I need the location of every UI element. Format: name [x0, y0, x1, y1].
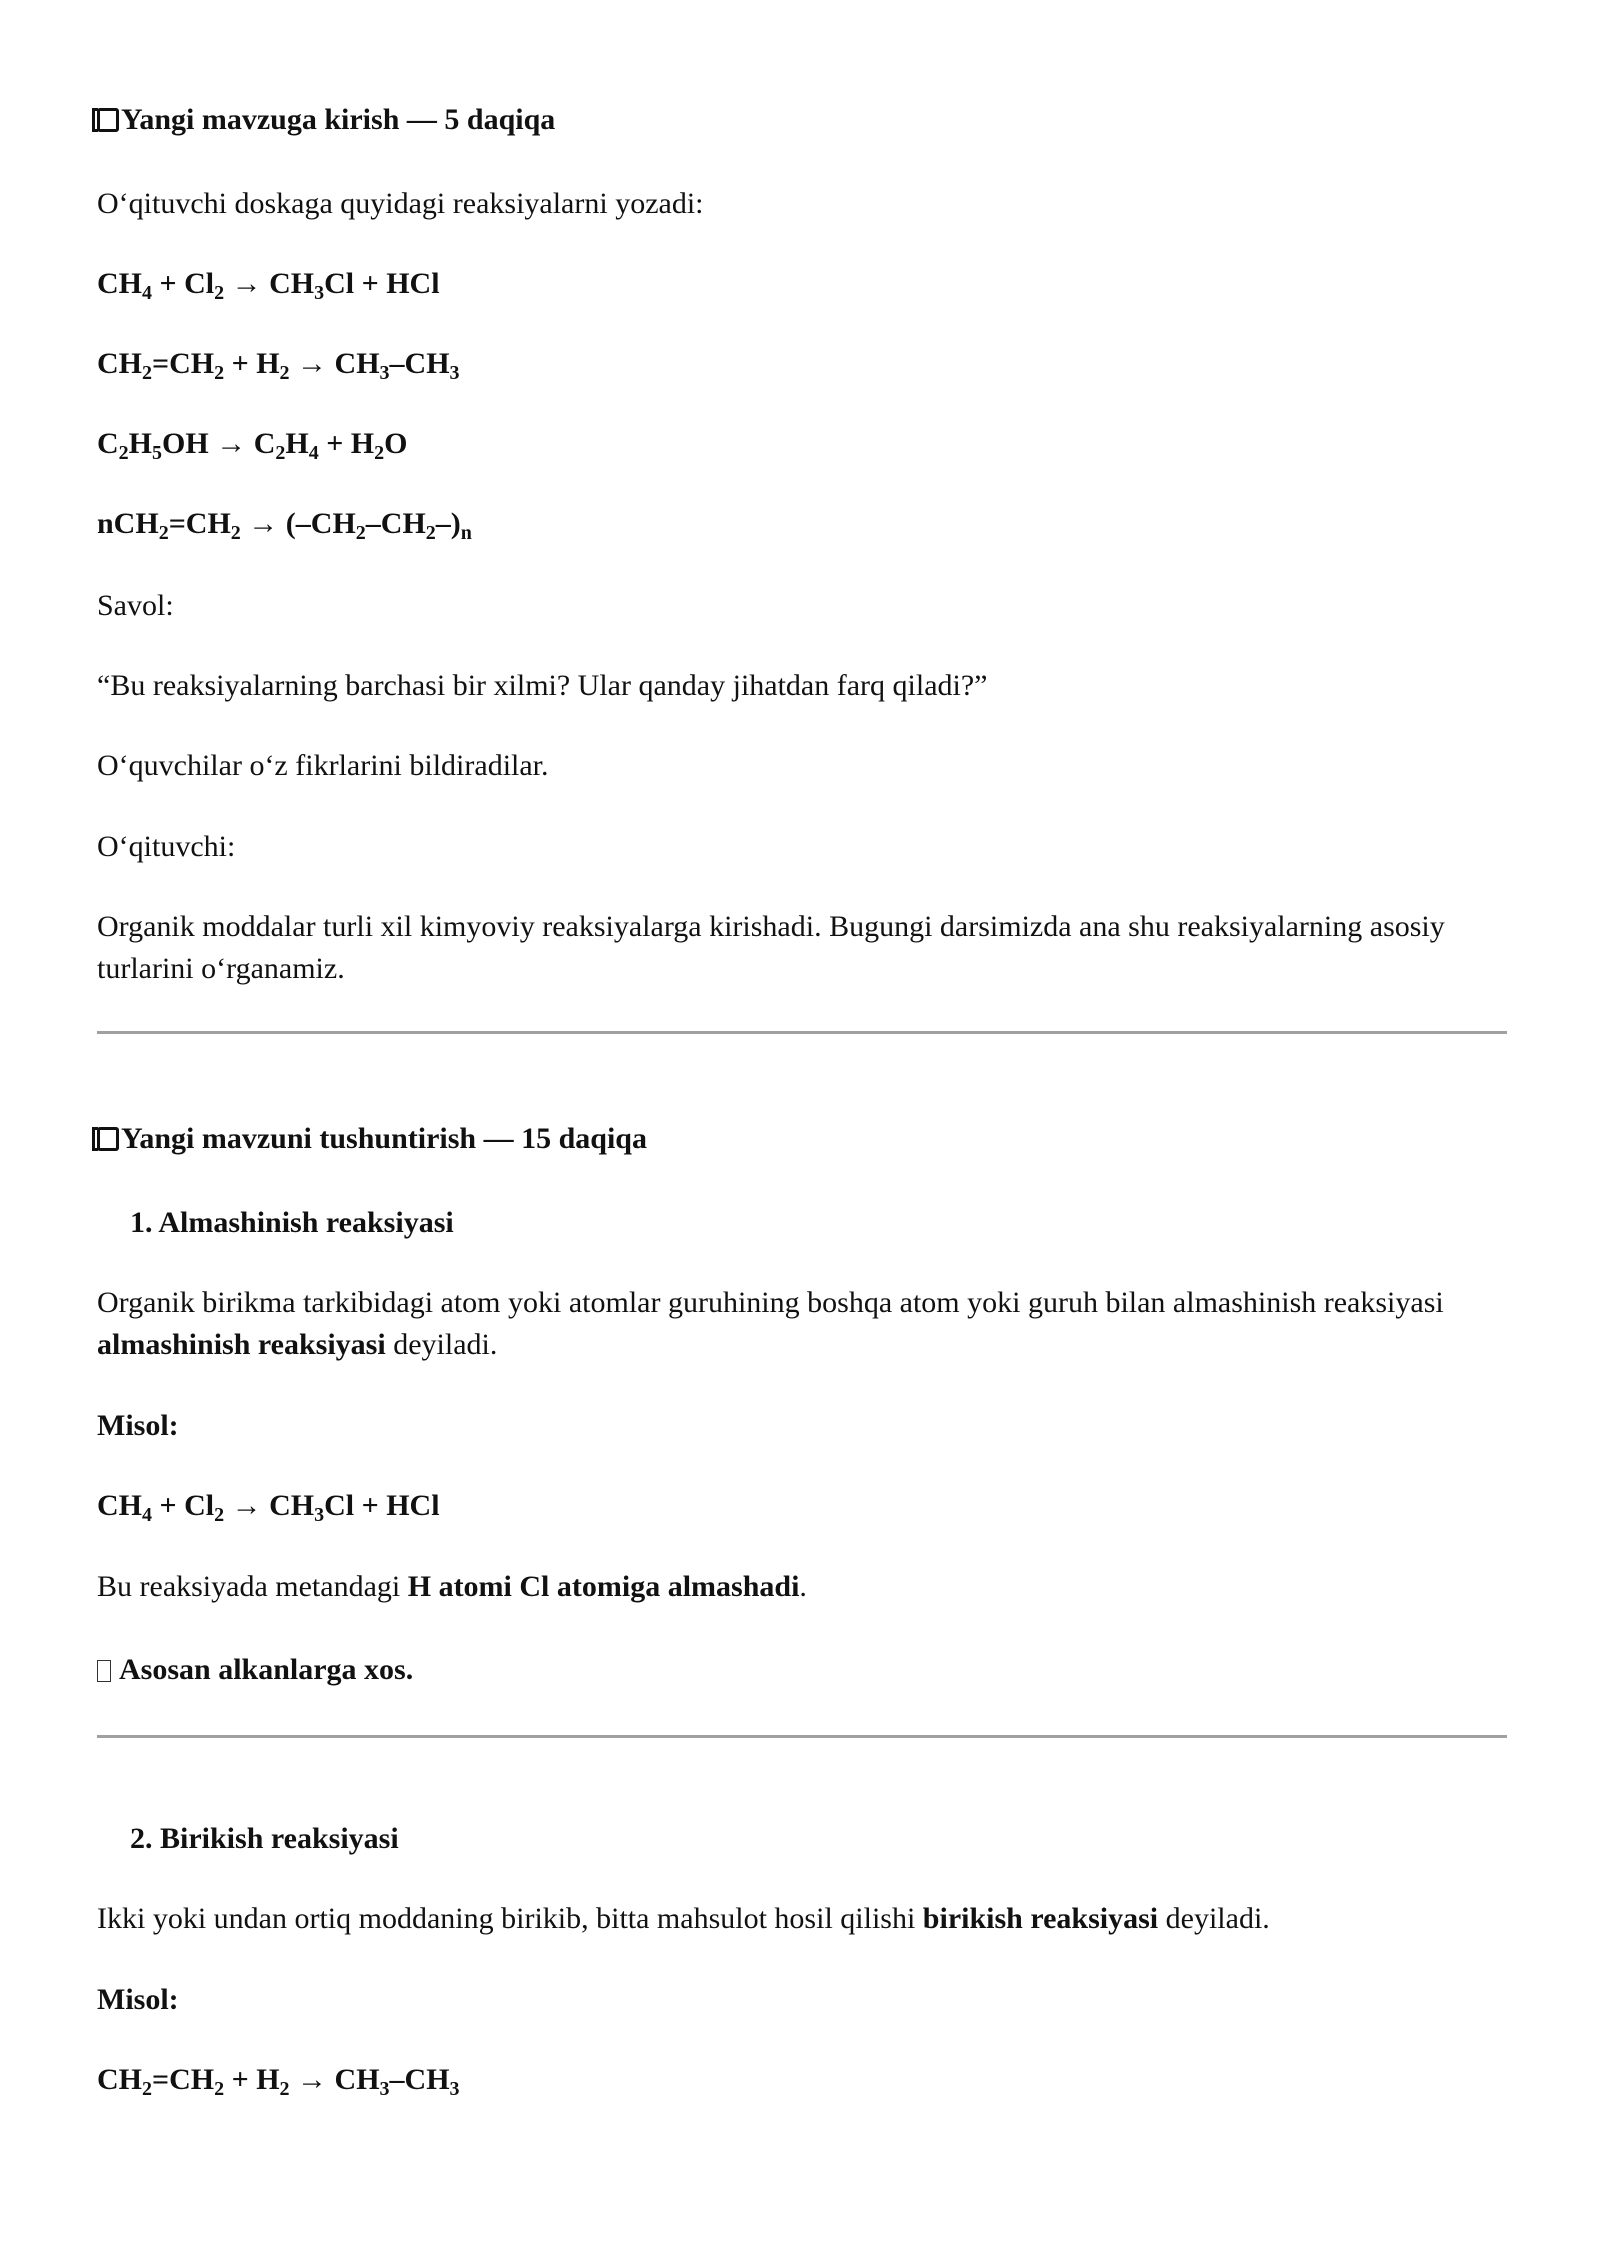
reaction-substitution: $CH_4 + Cl_2 \to CH_3Cl$ + HCl	[97, 267, 440, 304]
document-icon	[97, 1127, 119, 1151]
document-icon	[97, 108, 119, 132]
birikish-example: $CH_2=CH_2 + H_2 \to CH_3-CH_3$	[97, 2063, 460, 2100]
savol-label: Savol:	[97, 589, 174, 622]
birikish-heading: 2. Birikish reaksiyasi	[130, 1822, 399, 1855]
section1-intro: O‘qituvchi doskaga quyidagi reaksiyalarni yozadi:	[97, 187, 704, 220]
reaction-addition: $CH_2=CH_2 + H_2 \to CH_3-CH_3$	[97, 347, 460, 384]
students-text: O‘quvchilar o‘z fikrlarini bildiradilar.	[97, 749, 549, 782]
section1-heading	[97, 99, 555, 141]
almashinish-note: Asosan alkanlarga xos.	[97, 1649, 413, 1691]
birikish-misol-label: Misol:	[97, 1983, 179, 2016]
almashinish-misol-label: Misol:	[97, 1409, 179, 1442]
almashinish-heading: 1. Almashinish reaksiyasi	[130, 1206, 454, 1239]
divider	[97, 1031, 1507, 1034]
section2-heading	[97, 1118, 647, 1160]
teacher-label: O‘qituvchi:	[97, 830, 236, 863]
reaction-polymerization: $nCH_2=CH_2 \to (-CH_2-CH_2-)_n$	[97, 507, 472, 544]
missing-glyph-icon	[97, 1660, 111, 1682]
almashinish-example: $CH_4 + Cl_2 \to CH_3Cl$ + HCl	[97, 1489, 440, 1526]
divider	[97, 1735, 1507, 1738]
teacher-text: Organik moddalar turli xil kimyoviy reaksiyalarga kirishadi. Bugungi darsimizda ana shu reaksiyalarning asosiy turlarini o‘rganamiz.	[97, 910, 1445, 985]
section2-title: Yangi mavzuni tushuntirish — 15 daqiqa	[121, 1122, 647, 1155]
almashinish-definition: Organik birikma tarkibidagi atom yoki atomlar guruhining boshqa atom yoki guruh bilan almashinish reaksiyasi almashinish reaksiyasi deyiladi.	[97, 1286, 1444, 1361]
almashinish-explanation: Bu reaksiyada metandagi H atomi Cl atomiga almashadi.	[97, 1570, 807, 1603]
birikish-definition: Ikki yoki undan ortiq moddaning birikib, bitta mahsulot hosil qilishi birikish reaksiyasi deyiladi.	[97, 1902, 1270, 1935]
question-text: “Bu reaksiyalarning barchasi bir xilmi? Ular qanday jihatdan farq qiladi?”	[97, 669, 988, 702]
reaction-elimination: $C_2H_5OH \to C_2H_4 + H_2O$	[97, 427, 408, 464]
section1-title: Yangi mavzuga kirish — 5 daqiqa	[121, 103, 556, 136]
